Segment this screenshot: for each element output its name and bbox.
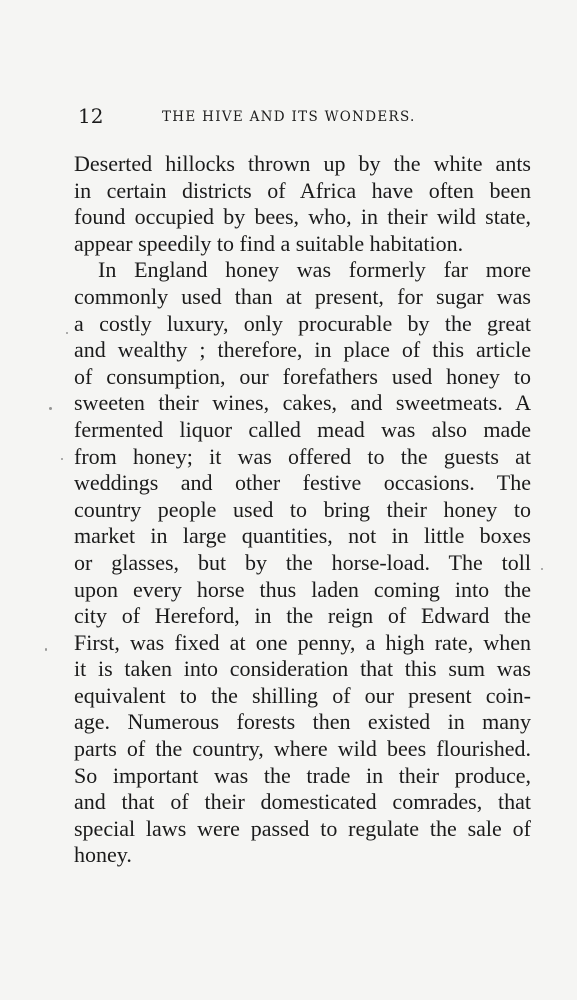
- text-line: sweeten their wines, cakes, and sweetmeats. A: [74, 390, 531, 416]
- paper-speck: [45, 648, 47, 651]
- text-line: honey.: [74, 842, 132, 868]
- text-line: parts of the country, where wild bees flourished.: [74, 736, 531, 762]
- text-line: equivalent to the shilling of our present coin-: [74, 682, 531, 708]
- text-line: age. Numerous forests then existed in many: [74, 709, 531, 735]
- text-line: in certain districts of Africa have often been: [74, 177, 531, 203]
- text-line: appear speedily to find a suitable habitation.: [74, 230, 464, 256]
- text-line: and wealthy ; therefore, in place of this article: [74, 337, 531, 363]
- text-line: fermented liquor called mead was also made: [74, 416, 531, 442]
- text-line: city of Hereford, in the reign of Edward the: [74, 603, 531, 629]
- text-line: Deserted hillocks thrown up by the white ants: [74, 151, 531, 176]
- text-line: First, was fixed at one penny, a high rate, when: [74, 629, 531, 655]
- text-line: of consumption, our forefathers used honey to: [74, 363, 531, 389]
- paper-speck: [61, 458, 63, 460]
- paper-speck: [66, 332, 68, 334]
- text-line: or glasses, but by the horse-load. The toll: [74, 549, 531, 575]
- text-line: special laws were passed to regulate the sale of: [74, 815, 531, 841]
- page-header: [78, 104, 527, 130]
- text-line: In England honey was formerly far more: [98, 257, 531, 283]
- text-line: So important was the trade in their produce,: [74, 762, 531, 788]
- text-line: weddings and other festive occasions. The: [74, 470, 531, 496]
- text-line: and that of their domesticated comrades, that: [74, 789, 531, 815]
- text-line: upon every horse thus laden coming into the: [74, 576, 531, 602]
- text-line: commonly used than at present, for sugar was: [74, 283, 531, 309]
- text-line: found occupied by bees, who, in their wild state,: [74, 204, 531, 230]
- page-number: 12: [78, 104, 104, 128]
- paper-speck: [49, 407, 52, 410]
- text-line: market in large quantities, not in little boxes: [74, 523, 531, 549]
- text-line: it is taken into consideration that this sum was: [74, 656, 531, 682]
- text-line: country people used to bring their honey to: [74, 496, 531, 522]
- paper-speck: [541, 568, 543, 570]
- running-head: THE HIVE AND ITS WONDERS.: [162, 109, 416, 125]
- body-text: [74, 151, 531, 869]
- text-line: a costly luxury, only procurable by the great: [74, 310, 531, 336]
- text-line: from honey; it was offered to the guests at: [74, 443, 531, 469]
